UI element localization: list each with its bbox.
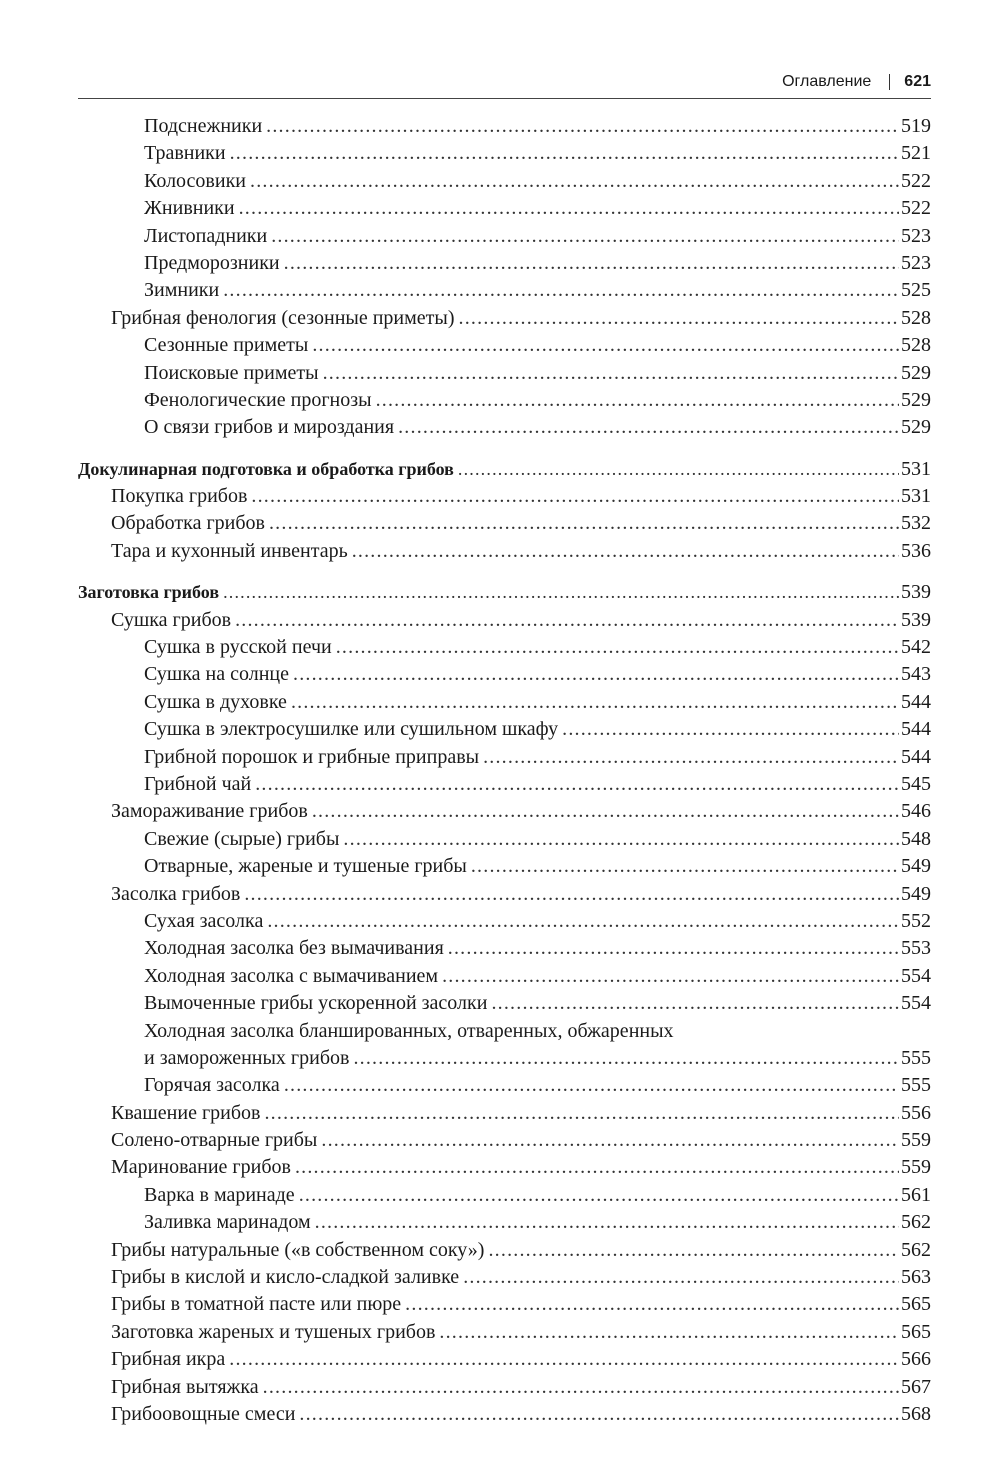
header-page-number: 621 — [904, 73, 931, 90]
toc-entry — [78, 771, 931, 798]
toc-entry-title: Сушка в электросушилке или сушильном шкафу — [144, 718, 559, 741]
toc-chapter — [78, 456, 931, 483]
dot-leader — [321, 1127, 899, 1154]
toc-entry-page: 549 — [901, 855, 931, 878]
toc-entry-title: Квашение грибов — [111, 1101, 261, 1124]
toc-entry — [78, 1264, 931, 1291]
toc-entry-title: Поисковые приметы — [144, 361, 319, 384]
toc-entry — [78, 250, 931, 277]
toc-entry-page: 561 — [901, 1183, 931, 1206]
toc-entry — [78, 1127, 931, 1154]
header-section-title: Оглавление — [782, 73, 872, 90]
dot-leader — [239, 195, 899, 222]
toc-entry-page: 552 — [901, 909, 931, 932]
dot-leader — [323, 360, 899, 387]
toc-entry-title: Грибоовощные смеси — [111, 1402, 296, 1425]
toc-entry-title: Сушка в русской печи — [144, 636, 332, 659]
toc-entry-title: Грибы в кислой и кисло-сладкой заливке — [111, 1266, 460, 1288]
toc-entry — [78, 1072, 931, 1099]
dot-leader — [267, 908, 899, 935]
toc-entry — [78, 140, 931, 167]
dot-leader — [488, 1237, 899, 1264]
dot-leader — [459, 305, 899, 332]
toc-entry — [78, 538, 931, 565]
dot-leader — [264, 1100, 899, 1127]
toc-entry-page: 554 — [901, 992, 931, 1015]
dot-leader — [250, 168, 899, 195]
toc-entry-title: Засолка грибов — [111, 882, 241, 905]
toc-entry — [78, 716, 931, 743]
toc-entry — [78, 223, 931, 250]
toc-entry-page: 529 — [901, 361, 931, 384]
table-of-contents — [78, 113, 931, 1428]
dot-leader — [448, 935, 899, 962]
toc-entry-page: 523 — [901, 251, 931, 274]
toc-entry — [78, 1237, 931, 1264]
dot-leader — [312, 332, 899, 359]
toc-entry-title: Зимники — [144, 279, 220, 302]
toc-entry — [78, 510, 931, 537]
toc-entry-title: Варка в маринаде — [144, 1183, 295, 1206]
dot-leader — [336, 634, 899, 661]
toc-entry-title: Солено-отварные грибы — [111, 1129, 318, 1152]
dot-leader — [266, 113, 899, 140]
toc-entry-title: Холодная засолка с вымачиванием — [144, 964, 439, 987]
toc-entry-title: Сезонные приметы — [144, 334, 309, 357]
toc-entry-title: Сушка грибов — [111, 608, 232, 631]
toc-entry-title: Грибы натуральные («в собственном соку») — [111, 1238, 485, 1261]
toc-entry-page: 529 — [901, 388, 931, 411]
toc-entry-page: 555 — [901, 1074, 931, 1097]
toc-entry-title: Свежие (сырые) грибы — [144, 827, 340, 850]
header-rule — [78, 98, 931, 99]
toc-entry-title: Холодная засолка бланшированных, отваренных, обжаренных — [144, 1019, 674, 1042]
toc-entry-page: 567 — [901, 1375, 931, 1398]
toc-entry — [78, 1182, 931, 1209]
toc-entry-page: 554 — [901, 964, 931, 987]
toc-entry-title: Грибная вытяжка — [111, 1375, 259, 1398]
toc-entry — [78, 1100, 931, 1127]
toc-entry-page: 522 — [901, 197, 931, 220]
header-separator — [889, 74, 890, 90]
toc-entry-title: Сушка в духовке — [144, 690, 287, 713]
toc-entry-title: Травники — [144, 142, 226, 165]
dot-leader — [405, 1291, 899, 1318]
dot-leader — [255, 771, 899, 798]
toc-entry-continuation — [144, 1045, 931, 1072]
toc-entry-title: Холодная засолка без вымачивания — [144, 937, 444, 960]
dot-leader — [293, 661, 899, 688]
dot-leader — [471, 853, 899, 880]
toc-entry — [78, 689, 931, 716]
toc-entry — [78, 113, 931, 140]
dot-leader — [263, 1374, 899, 1401]
toc-entry — [78, 1346, 931, 1373]
toc-entry-page: 528 — [901, 306, 931, 329]
toc-entry — [78, 305, 931, 332]
toc-entry-page: 562 — [901, 1238, 931, 1261]
toc-entry — [78, 387, 931, 414]
toc-entry-page: 529 — [901, 416, 931, 439]
dot-leader — [299, 1401, 899, 1428]
toc-entry — [78, 1374, 931, 1401]
toc-entry-page: 544 — [901, 745, 931, 768]
toc-entry-page: 543 — [901, 663, 931, 686]
toc-entry — [78, 935, 931, 962]
running-header — [78, 70, 931, 94]
toc-entry-title: Обработка грибов — [111, 512, 265, 535]
toc-entry-page: 566 — [901, 1348, 931, 1371]
toc-entry-page: 523 — [901, 224, 931, 247]
toc-entry-title: Подснежники — [144, 114, 263, 137]
toc-entry-page: 544 — [901, 718, 931, 741]
toc-entry-title: Заливка маринадом — [144, 1211, 311, 1234]
toc-entry — [78, 1401, 931, 1428]
toc-entry-page: 562 — [901, 1211, 931, 1234]
toc-entry-title: О связи грибов и мироздания — [144, 416, 395, 439]
toc-entry — [78, 607, 931, 634]
toc-entry — [78, 990, 931, 1017]
toc-entry-page: 546 — [901, 800, 931, 823]
toc-entry — [78, 908, 931, 935]
toc-chapter-title: Заготовка грибов — [78, 582, 220, 603]
toc-entry-title: Покупка грибов — [111, 485, 248, 508]
toc-chapter-page: 539 — [901, 581, 931, 604]
dot-leader — [463, 1264, 899, 1291]
toc-entry — [78, 1209, 931, 1236]
dot-leader — [291, 689, 899, 716]
toc-entry-page: 556 — [901, 1101, 931, 1124]
toc-entry-title: Грибы в томатной пасте или пюре — [111, 1293, 402, 1316]
dot-leader — [230, 140, 899, 167]
dot-leader — [483, 744, 899, 771]
dot-leader — [251, 483, 899, 510]
toc-entry-page: 548 — [901, 827, 931, 850]
toc-entry-title: Грибная фенология (сезонные приметы) — [111, 306, 455, 329]
toc-entry — [78, 826, 931, 853]
toc-entry-page: 528 — [901, 334, 931, 357]
toc-entry-page: 568 — [901, 1402, 931, 1425]
toc-entry-title: Отварные, жареные и тушеные грибы — [144, 855, 467, 878]
toc-entry — [78, 853, 931, 880]
toc-entry-page: 536 — [901, 539, 931, 562]
toc-entry-page: 525 — [901, 279, 931, 302]
toc-entry — [78, 1154, 931, 1181]
toc-chapter — [78, 579, 931, 606]
dot-leader — [312, 798, 899, 825]
dot-leader — [295, 1154, 899, 1181]
toc-entry-page: 553 — [901, 937, 931, 960]
toc-entry-title: Листопадники — [144, 224, 268, 247]
dot-leader — [269, 510, 899, 537]
toc-entry-page: 559 — [901, 1156, 931, 1179]
toc-entry — [78, 1018, 931, 1073]
dot-leader — [244, 881, 899, 908]
toc-entry-page: 565 — [901, 1320, 931, 1343]
toc-entry-page: 545 — [901, 772, 931, 795]
toc-entry-page: 522 — [901, 169, 931, 192]
toc-entry-page: 539 — [901, 608, 931, 631]
dot-leader — [458, 456, 899, 483]
dot-leader — [299, 1182, 899, 1209]
toc-entry-page: 531 — [901, 485, 931, 508]
dot-leader — [376, 387, 899, 414]
toc-entry-page: 559 — [901, 1129, 931, 1152]
dot-leader — [284, 250, 899, 277]
toc-entry-title: Грибной порошок и грибные приправы — [144, 745, 480, 768]
dot-leader — [223, 277, 899, 304]
toc-entry — [78, 963, 931, 990]
toc-entry — [78, 414, 931, 441]
toc-entry-page: 519 — [901, 114, 931, 137]
toc-entry-page: 555 — [901, 1046, 931, 1069]
toc-entry-page: 563 — [901, 1266, 931, 1288]
toc-entry-title: Грибной чай — [144, 772, 252, 795]
dot-leader — [315, 1209, 899, 1236]
toc-entry-title: Замораживание грибов — [111, 800, 308, 823]
dot-leader — [439, 1319, 899, 1346]
toc-entry-title: Грибная икра — [111, 1348, 226, 1371]
toc-entry-title: Вымоченные грибы ускоренной засолки — [144, 992, 488, 1015]
toc-entry — [78, 195, 931, 222]
toc-entry — [78, 634, 931, 661]
toc-chapter-page: 531 — [901, 457, 931, 480]
dot-leader — [343, 826, 899, 853]
dot-leader — [352, 538, 899, 565]
toc-entry — [78, 881, 931, 908]
dot-leader — [398, 414, 899, 441]
toc-entry-title: Маринование грибов — [111, 1156, 291, 1179]
dot-leader — [271, 223, 899, 250]
dot-leader — [353, 1045, 899, 1072]
toc-entry-title: Фенологические прогнозы — [144, 388, 372, 411]
toc-entry-title-cont: и замороженных грибов — [144, 1046, 350, 1069]
toc-chapter-title: Докулинарная подготовка и обработка грибов — [78, 458, 454, 479]
toc-entry-page: 521 — [901, 142, 931, 165]
toc-entry — [78, 1319, 931, 1346]
dot-leader — [229, 1346, 899, 1373]
dot-leader — [223, 579, 899, 606]
toc-entry — [78, 332, 931, 359]
dot-leader — [284, 1072, 899, 1099]
toc-entry — [78, 483, 931, 510]
toc-entry — [78, 168, 931, 195]
toc-entry-page: 565 — [901, 1293, 931, 1316]
toc-entry-title: Жнивники — [144, 197, 235, 220]
toc-entry-page: 532 — [901, 512, 931, 535]
dot-leader — [491, 990, 899, 1017]
dot-leader — [442, 963, 899, 990]
toc-entry — [78, 798, 931, 825]
toc-entry — [78, 360, 931, 387]
toc-entry-title: Сухая засолка — [144, 909, 264, 932]
toc-entry-page: 542 — [901, 636, 931, 659]
toc-entry — [78, 661, 931, 688]
toc-entry-title: Предморозники — [144, 251, 280, 274]
toc-entry-title: Заготовка жареных и тушеных грибов — [111, 1320, 436, 1343]
toc-entry — [78, 744, 931, 771]
dot-leader — [235, 607, 899, 634]
toc-entry-page: 549 — [901, 882, 931, 905]
toc-entry-title: Горячая засолка — [144, 1074, 280, 1097]
dot-leader — [562, 716, 899, 743]
toc-entry-title: Сушка на солнце — [144, 663, 289, 686]
toc-entry-title: Колосовики — [144, 169, 247, 192]
toc-entry-page: 544 — [901, 690, 931, 713]
toc-entry — [78, 1291, 931, 1318]
toc-entry-title: Тара и кухонный инвентарь — [111, 539, 348, 562]
toc-entry — [78, 277, 931, 304]
